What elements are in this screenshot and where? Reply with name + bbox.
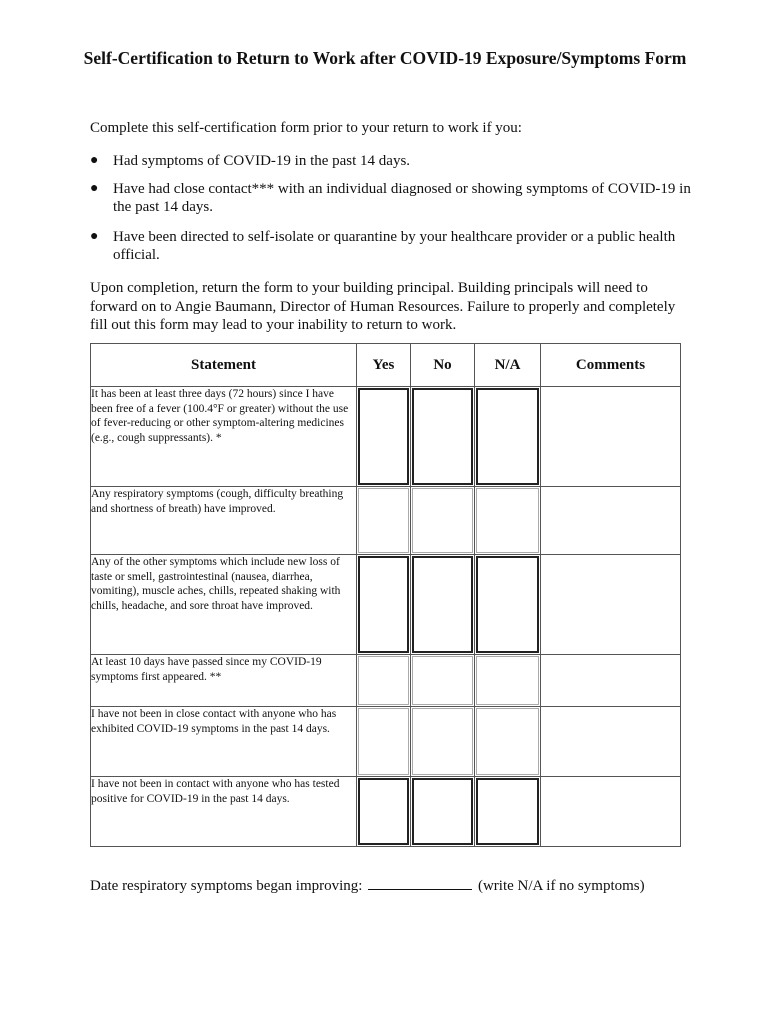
table-row (91, 387, 681, 487)
no-checkbox[interactable] (412, 556, 473, 653)
na-checkbox[interactable] (476, 488, 539, 553)
no-checkbox[interactable] (412, 656, 473, 705)
date-blank-input[interactable] (368, 875, 472, 890)
no-checkbox[interactable] (412, 388, 473, 485)
column-header-na: N/A (475, 344, 541, 387)
yes-checkbox[interactable] (358, 388, 409, 485)
certification-table (90, 343, 681, 847)
na-cell (475, 387, 541, 487)
comments-field[interactable] (541, 387, 681, 487)
no-cell (411, 555, 475, 655)
na-cell (475, 707, 541, 777)
na-checkbox[interactable] (476, 778, 539, 845)
page-title: Self-Certification to Return to Work after COVID-19 Exposure/Symptoms Form (83, 48, 687, 68)
na-checkbox[interactable] (476, 656, 539, 705)
na-cell (475, 655, 541, 707)
table-row (91, 487, 681, 555)
statement-cell: I have not been in contact with anyone who has tested positive for COVID-19 in the past 14 days. (91, 777, 357, 847)
comments-field[interactable] (541, 777, 681, 847)
list-item (90, 180, 700, 216)
na-checkbox[interactable] (476, 556, 539, 653)
yes-checkbox[interactable] (358, 778, 409, 845)
intro-text: Complete this self-certification form prior to your return to work if you: (90, 120, 522, 136)
table-row (91, 555, 681, 655)
no-cell (411, 655, 475, 707)
yes-checkbox[interactable] (358, 708, 409, 775)
no-checkbox[interactable] (412, 488, 473, 553)
bullet-icon: ● (90, 229, 99, 244)
no-cell (411, 707, 475, 777)
yes-cell (357, 707, 411, 777)
column-header-comments: Comments (541, 344, 681, 387)
yes-cell (357, 655, 411, 707)
na-checkbox[interactable] (476, 388, 539, 485)
table-row (91, 707, 681, 777)
comments-field[interactable] (541, 655, 681, 707)
comments-field[interactable] (541, 487, 681, 555)
na-cell (475, 487, 541, 555)
list-item (90, 228, 700, 264)
list-item (90, 152, 700, 170)
no-cell (411, 387, 475, 487)
table-row (91, 655, 681, 707)
bullet-icon: ● (90, 181, 99, 196)
statement-cell: I have not been in close contact with anyone who has exhibited COVID-19 symptoms in the past 14 days. (91, 707, 357, 777)
no-checkbox[interactable] (412, 778, 473, 845)
instructions-paragraph: Upon completion, return the form to your building principal. Building principals will need to forward on to Angie Baumann, Director of Human Resources. Failure to properly and completely fill out this form may lead to your inability to return to work. (90, 280, 676, 333)
criteria-list (90, 152, 700, 274)
list-item-text: Had symptoms of COVID-19 in the past 14 days. (113, 153, 411, 169)
no-cell (411, 777, 475, 847)
table-header-row (91, 344, 681, 387)
statement-cell: Any of the other symptoms which include new loss of taste or smell, gastrointestinal (nausea, diarrhea, vomiting), muscle aches, chills, repeated shaking with chills, headache, and sore throat have improved. (91, 555, 357, 655)
na-cell (475, 555, 541, 655)
statement-cell: At least 10 days have passed since my COVID-19 symptoms first appeared. ** (91, 655, 357, 707)
date-improving-field (90, 875, 645, 896)
list-item-text: Have been directed to self-isolate or quarantine by your healthcare provider or a public health official. (113, 229, 676, 263)
no-cell (411, 487, 475, 555)
yes-checkbox[interactable] (358, 488, 409, 553)
comments-field[interactable] (541, 707, 681, 777)
column-header-statement: Statement (91, 344, 357, 387)
comments-field[interactable] (541, 555, 681, 655)
yes-cell (357, 555, 411, 655)
statement-cell: It has been at least three days (72 hours) since I have been free of a fever (100.4°F or greater) without the use of fever-reducing or other symptom-altering medicines (e.g., cough suppressants). * (91, 387, 357, 487)
yes-checkbox[interactable] (358, 556, 409, 653)
yes-checkbox[interactable] (358, 656, 409, 705)
na-cell (475, 777, 541, 847)
na-checkbox[interactable] (476, 708, 539, 775)
yes-cell (357, 777, 411, 847)
bullet-icon: ● (90, 153, 99, 168)
statement-cell: Any respiratory symptoms (cough, difficulty breathing and shortness of breath) have improved. (91, 487, 357, 555)
column-header-no: No (411, 344, 475, 387)
table-row (91, 777, 681, 847)
no-checkbox[interactable] (412, 708, 473, 775)
column-header-yes: Yes (357, 344, 411, 387)
date-field-suffix: (write N/A if no symptoms) (477, 878, 645, 894)
list-item-text: Have had close contact*** with an individual diagnosed or showing symptoms of COVID-19 in the past 14 days. (113, 181, 691, 215)
yes-cell (357, 487, 411, 555)
date-field-label: Date respiratory symptoms began improving: (90, 878, 363, 894)
yes-cell (357, 387, 411, 487)
